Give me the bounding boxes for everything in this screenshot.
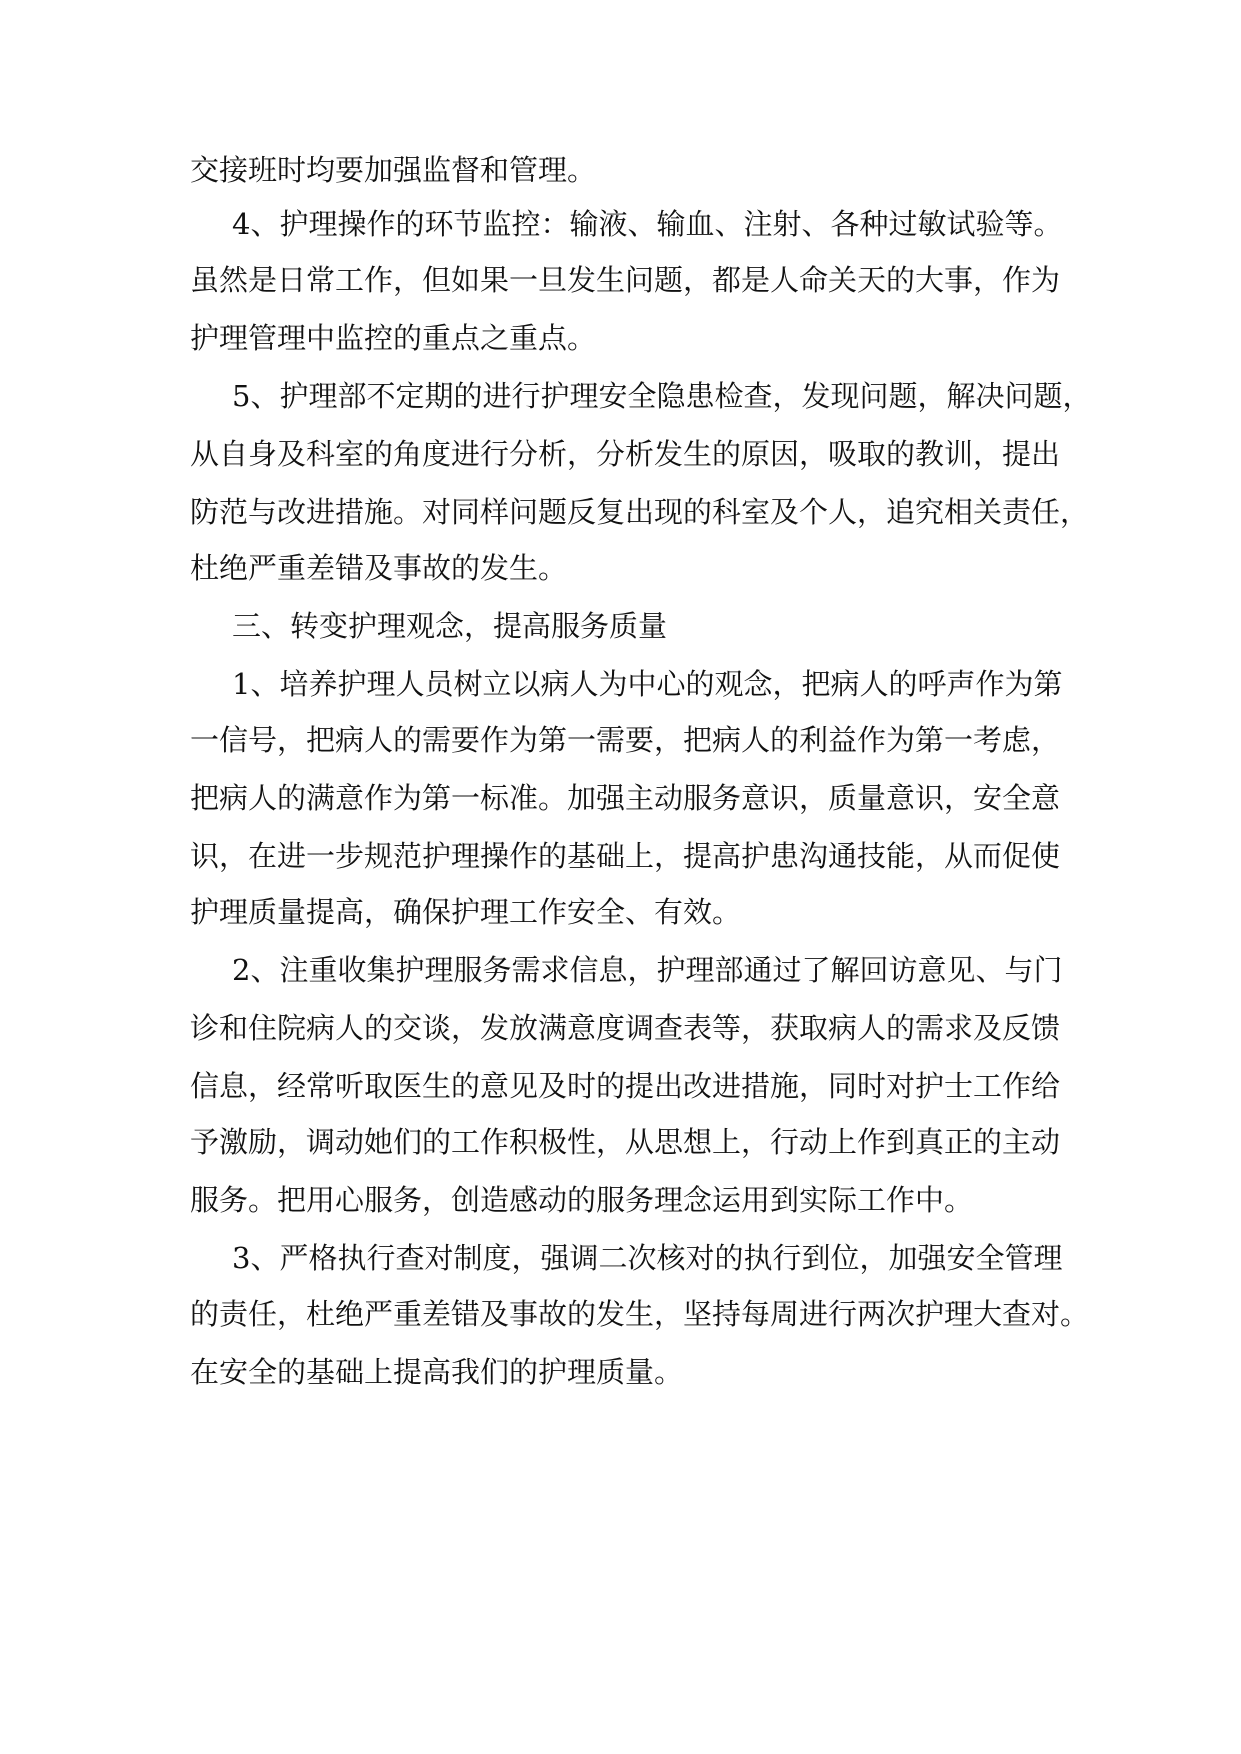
text-line: 2、注重收集护理服务需求信息，护理部通过了解回访意见、与门	[232, 953, 1063, 987]
text-line: 识，在进一步规范护理操作的基础上，提高护患沟通技能，从而促使	[190, 839, 1061, 873]
text-line: 从自身及科室的角度进行分析，分析发生的原因，吸取的教训，提出	[190, 437, 1061, 471]
text-line: 杜绝严重差错及事故的发生。	[190, 551, 568, 585]
text-line: 诊和住院病人的交谈，发放满意度调查表等，获取病人的需求及反馈	[190, 1011, 1061, 1045]
text-line: 护理管理中监控的重点之重点。	[190, 321, 597, 355]
text-line: 5、护理部不定期的进行护理安全隐患检查，发现问题，解决问题，	[232, 379, 1092, 413]
text-line: 防范与改进措施。对同样问题反复出现的科室及个人，追究相关责任，	[190, 495, 1090, 529]
text-line: 信息，经常听取医生的意见及时的提出改进措施，同时对护士工作给	[190, 1069, 1061, 1103]
text-line: 护理质量提高，确保护理工作安全、有效。	[190, 895, 742, 929]
text-line: 3、严格执行查对制度，强调二次核对的执行到位，加强安全管理	[232, 1241, 1063, 1275]
text-line: 予激励，调动她们的工作积极性，从思想上，行动上作到真正的主动	[190, 1125, 1061, 1159]
text-line: 一信号，把病人的需要作为第一需要，把病人的利益作为第一考虑，	[190, 723, 1061, 757]
text-line: 交接班时均要加强监督和管理。	[190, 153, 597, 187]
text-line: 虽然是日常工作，但如果一旦发生问题，都是人命关天的大事，作为	[190, 263, 1061, 297]
text-line: 在安全的基础上提高我们的护理质量。	[190, 1355, 684, 1389]
section-heading: 三、转变护理观念，提高服务质量	[232, 609, 668, 643]
text-line: 的责任，杜绝严重差错及事故的发生，坚持每周进行两次护理大查对。	[190, 1297, 1090, 1331]
text-line: 4、护理操作的环节监控：输液、输血、注射、各种过敏试验等。	[232, 207, 1063, 241]
text-line: 服务。把用心服务，创造感动的服务理念运用到实际工作中。	[190, 1183, 974, 1217]
text-line: 1、培养护理人员树立以病人为中心的观念，把病人的呼声作为第	[232, 667, 1063, 701]
text-line: 把病人的满意作为第一标准。加强主动服务意识，质量意识，安全意	[190, 781, 1061, 815]
